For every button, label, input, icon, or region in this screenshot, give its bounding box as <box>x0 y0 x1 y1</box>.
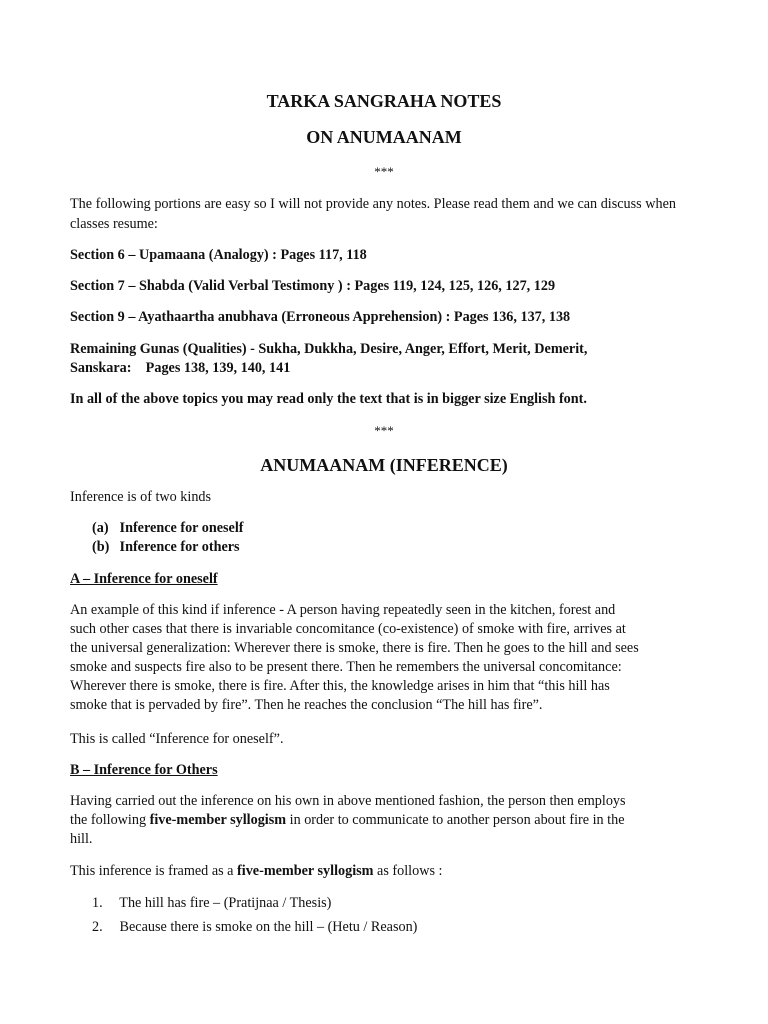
section-a-line-4: smoke and suspects fire also to be present there. Then he remembers the universal concomitance: <box>70 659 622 675</box>
syllogism-step-2 <box>92 918 417 938</box>
section-b-line-2-bold: five-member syllogism <box>149 812 287 828</box>
syllogism-step-1 <box>92 894 331 914</box>
section-b-line-3: hill. <box>70 831 93 847</box>
section-6-line: Section 6 – Upamaana (Analogy) : Pages 117, 118 <box>70 247 367 263</box>
section-a-line-3: the universal generalization: Wherever there is smoke, there is fire. Then he goes to the hill and sees <box>70 640 639 656</box>
gunas-line-2: Sanskara: Pages 138, 139, 140, 141 <box>70 360 291 376</box>
section-b-framed <box>70 862 710 882</box>
section-b-line-2-pre: the following <box>70 812 150 828</box>
section-a-called: This is called “Inference for oneself”. <box>70 731 284 747</box>
section-heading: ANUMAANAM (INFERENCE) <box>260 455 508 475</box>
gunas-line-1: Remaining Gunas (Qualities) - Sukha, Dukkha, Desire, Anger, Effort, Merit, Demerit, <box>70 341 588 357</box>
section-b-heading: B – Inference for Others <box>70 762 218 778</box>
step-2-text: Because there is smoke on the hill – (Hetu / Reason) <box>119 919 418 935</box>
kind-a-label: (a) <box>92 520 109 536</box>
section-7-line: Section 7 – Shabda (Valid Verbal Testimony ) : Pages 119, 124, 125, 126, 127, 129 <box>70 278 556 294</box>
section-b-framed-pre: This inference is framed as a <box>70 863 238 879</box>
section-b-line-1: Having carried out the inference on his own in above mentioned fashion, the person then employs <box>70 793 626 809</box>
section-b-framed-post: as follows : <box>373 863 443 879</box>
section-9-line: Section 9 – Ayathaartha anubhava (Erroneous Apprehension) : Pages 136, 137, 138 <box>70 309 571 325</box>
kind-b-item <box>92 538 240 558</box>
kind-a-item <box>92 519 244 539</box>
document-subtitle: ON ANUMAANAM <box>306 127 462 147</box>
document-title: TARKA SANGRAHA NOTES <box>266 91 502 111</box>
section-b-framed-bold: five-member syllogism <box>237 863 374 879</box>
kind-b-text: Inference for others <box>119 539 240 555</box>
section-a-line-2: such other cases that there is invariable concomitance (co-existence) of smoke with fire, arrives at <box>70 621 626 637</box>
section-a-line-5: Wherever there is smoke, there is fire. After this, the knowledge arises in him that “this hill has <box>70 678 610 694</box>
section-a-line-1: An example of this kind if inference - A person having repeatedly seen in the kitchen, forest and <box>70 602 616 618</box>
kind-b-label: (b) <box>92 539 110 555</box>
step-1-number: 1. <box>92 895 103 911</box>
step-2-number: 2. <box>92 919 103 935</box>
kinds-intro: Inference is of two kinds <box>70 489 212 505</box>
step-1-text: The hill has fire – (Pratijnaa / Thesis) <box>119 895 332 911</box>
reading-note: In all of the above topics you may read only the text that is in bigger size English font. <box>70 391 587 407</box>
section-b-line-2 <box>70 811 710 831</box>
intro-paragraph: The following portions are easy so I will not provide any notes. Please read them and we can discuss when classes resume: <box>70 196 676 232</box>
section-a-line-6: smoke that is pervaded by fire”. Then he reaches the conclusion “The hill has fire”. <box>70 697 543 713</box>
kind-a-text: Inference for oneself <box>119 520 244 536</box>
separator-middle: *** <box>374 423 394 438</box>
separator-top: *** <box>374 164 394 179</box>
section-b-line-2-post: in order to communicate to another person about fire in the <box>286 812 625 828</box>
section-a-heading: A – Inference for oneself <box>70 571 218 587</box>
